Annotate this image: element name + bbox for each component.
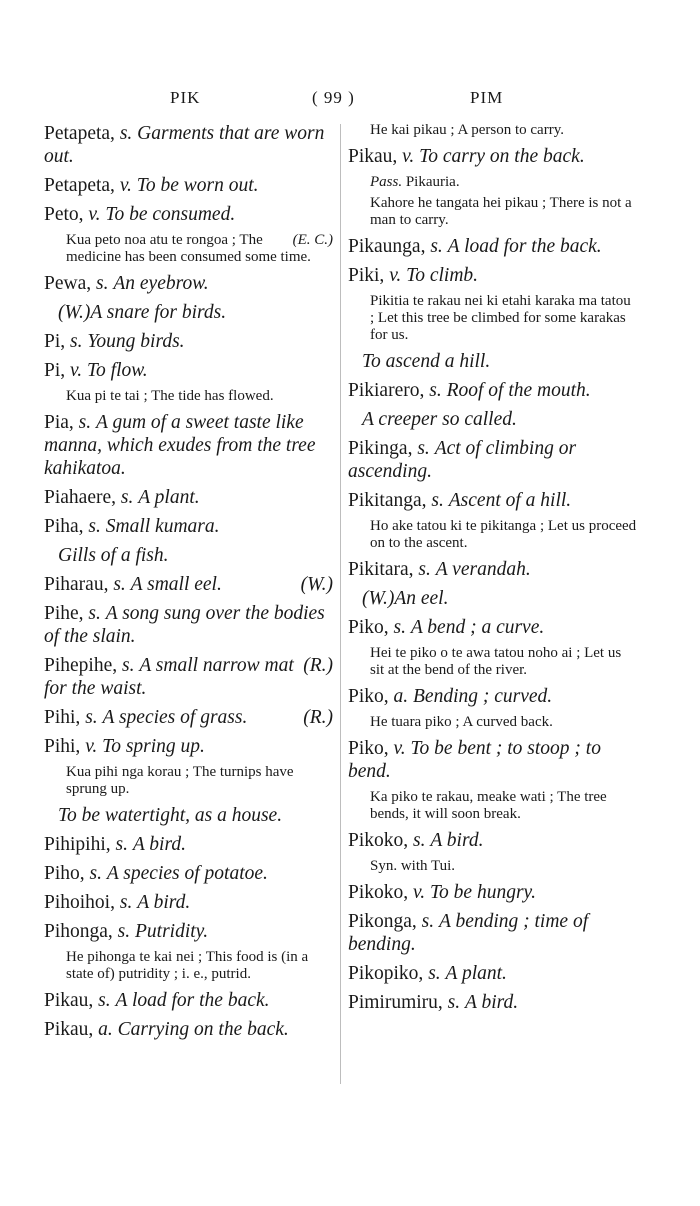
left-column bbox=[44, 122, 333, 1047]
dictionary-entry bbox=[44, 515, 333, 538]
headword: Piahaere, bbox=[44, 487, 117, 508]
definition: To be consumed. bbox=[105, 204, 236, 225]
dictionary-entry bbox=[44, 602, 333, 648]
headword: Piki, bbox=[348, 265, 385, 286]
definition: A bird. bbox=[465, 992, 519, 1013]
sense-text: To ascend a hill. bbox=[362, 351, 491, 372]
headword: Pihoihoi, bbox=[44, 892, 115, 913]
headword: Pimirumiru, bbox=[348, 992, 443, 1013]
example-text: Ka piko te rakau, meake wati ; The tree bends, it will soon break. bbox=[370, 789, 607, 822]
part-of-speech: v. bbox=[85, 736, 98, 757]
part-of-speech: v. bbox=[119, 175, 132, 196]
sense-text: A creeper so called. bbox=[362, 409, 517, 430]
dictionary-entry bbox=[44, 203, 333, 226]
definition: A verandah. bbox=[435, 559, 531, 580]
definition: A species of potatoe. bbox=[106, 863, 268, 884]
dictionary-entry bbox=[348, 685, 637, 708]
dictionary-entry bbox=[348, 235, 637, 258]
headword: Piharau, bbox=[44, 574, 109, 595]
headword: Pikiarero, bbox=[348, 380, 425, 401]
sense-text: An eel. bbox=[394, 588, 449, 609]
part-of-speech: v. bbox=[402, 146, 415, 167]
definition: A load for the back. bbox=[447, 236, 602, 257]
usage-example bbox=[348, 789, 637, 823]
part-of-speech: s. bbox=[122, 655, 135, 676]
part-of-speech: s. bbox=[78, 412, 92, 433]
part-of-speech: v. bbox=[413, 882, 426, 903]
headword: Piha, bbox=[44, 516, 84, 537]
sense-text: Gills of a fish. bbox=[58, 545, 169, 566]
headword: Petapeta, bbox=[44, 175, 115, 196]
example-text: Kahore he tangata hei pikau ; There is not a man to carry. bbox=[370, 195, 632, 228]
sense-text: A snare for birds. bbox=[90, 302, 227, 323]
headword: Pihe, bbox=[44, 603, 84, 624]
dictionary-entry bbox=[44, 891, 333, 914]
right-column bbox=[348, 122, 637, 1020]
dictionary-entry bbox=[348, 616, 637, 639]
headword: Pewa, bbox=[44, 273, 92, 294]
headword: Pikau, bbox=[44, 1019, 94, 1040]
dictionary-entry bbox=[44, 862, 333, 885]
dictionary-entry bbox=[348, 489, 637, 512]
part-of-speech: s. bbox=[117, 921, 131, 942]
note: Syn. with Tui. bbox=[370, 858, 456, 874]
headword: Piko, bbox=[348, 686, 389, 707]
definition: Small kumara. bbox=[105, 516, 220, 537]
headword: Pikau, bbox=[44, 990, 94, 1011]
headword: Peto, bbox=[44, 204, 84, 225]
dictionary-entry bbox=[44, 122, 333, 168]
usage-example bbox=[348, 645, 637, 679]
definition: Young birds. bbox=[87, 331, 185, 352]
dictionary-entry bbox=[348, 829, 637, 852]
usage-example bbox=[44, 764, 333, 798]
example-text: He pihonga te kai nei ; This food is (in a state of) putridity ; i. e., putrid. bbox=[66, 949, 309, 982]
headword: Pihi, bbox=[44, 736, 81, 757]
dictionary-entry bbox=[44, 833, 333, 856]
usage-example bbox=[44, 232, 333, 266]
definition: Carrying on the back. bbox=[117, 1019, 289, 1040]
dictionary-entry bbox=[348, 264, 637, 287]
definition: Garments that are worn out. bbox=[44, 123, 325, 167]
definition: A species of grass. bbox=[102, 707, 248, 728]
definition: A bend ; a curve. bbox=[410, 617, 545, 638]
part-of-speech: s. bbox=[98, 990, 111, 1011]
part-of-speech: s. bbox=[89, 863, 102, 884]
dictionary-entry bbox=[44, 411, 333, 480]
definition: A small eel. bbox=[130, 574, 222, 595]
column-divider bbox=[340, 124, 341, 1084]
dictionary-entry bbox=[44, 330, 333, 353]
headword: Pikaunga, bbox=[348, 236, 426, 257]
definition: A bird. bbox=[137, 892, 191, 913]
part-of-speech: s. bbox=[96, 273, 109, 294]
example-text: Kua peto noa atu te rongoa ; The medicine has been consumed some time. bbox=[66, 232, 311, 265]
part-of-speech: s. bbox=[413, 830, 426, 851]
definition: Act of climbing or ascending. bbox=[348, 438, 577, 482]
part-of-speech: s. bbox=[431, 490, 444, 511]
headword: Pihipihi, bbox=[44, 834, 111, 855]
part-of-speech: s. bbox=[119, 123, 133, 144]
part-of-speech: s. bbox=[421, 911, 435, 932]
definition: To flow. bbox=[86, 360, 148, 381]
part-of-speech: s. bbox=[113, 574, 126, 595]
headword: Pihepihe, bbox=[44, 655, 118, 676]
headword: Pikopiko, bbox=[348, 963, 424, 984]
definition: A load for the back. bbox=[115, 990, 270, 1011]
headword: Pikoko, bbox=[348, 882, 409, 903]
part-of-speech: s. bbox=[115, 834, 128, 855]
additional-sense bbox=[348, 587, 637, 610]
sense-text: To be watertight, as a house. bbox=[58, 805, 283, 826]
part-of-speech: s. bbox=[428, 963, 441, 984]
part-of-speech: s. bbox=[88, 516, 101, 537]
dictionary-entry bbox=[348, 437, 637, 483]
usage-example bbox=[44, 949, 333, 983]
part-of-speech: s. bbox=[417, 438, 430, 459]
dictionary-entry bbox=[44, 654, 333, 700]
additional-sense bbox=[348, 350, 637, 373]
definition: To climb. bbox=[406, 265, 479, 286]
definition: To be bent ; to stoop ; to bend. bbox=[348, 738, 601, 782]
headword: Pihonga, bbox=[44, 921, 113, 942]
dictionary-entry bbox=[44, 486, 333, 509]
headword: Piho, bbox=[44, 863, 85, 884]
dictionary-entry bbox=[44, 272, 333, 295]
example-text: Hei te piko o te awa tatou noho ai ; Let us sit at the bend of the river. bbox=[370, 645, 622, 678]
part-of-speech: s. bbox=[85, 707, 98, 728]
definition: An eyebrow. bbox=[113, 273, 209, 294]
example-text: Ho ake tatou ki te pikitanga ; Let us proceed on to the ascent. bbox=[370, 518, 637, 551]
part-of-speech: s. bbox=[70, 331, 83, 352]
source-abbrev: (R.) bbox=[303, 655, 333, 676]
definition: Bending ; curved. bbox=[413, 686, 553, 707]
headword: Pi, bbox=[44, 331, 66, 352]
definition: To be worn out. bbox=[136, 175, 259, 196]
part-of-speech: v. bbox=[70, 360, 83, 381]
headword: Petapeta, bbox=[44, 123, 115, 144]
dictionary-entry bbox=[44, 920, 333, 943]
headword: Pikoko, bbox=[348, 830, 409, 851]
headword: Pi, bbox=[44, 360, 66, 381]
definition: A small narrow mat for the waist. bbox=[44, 655, 294, 699]
dictionary-entry bbox=[44, 706, 333, 729]
definition: A bird. bbox=[430, 830, 484, 851]
definition: A plant. bbox=[445, 963, 507, 984]
additional-sense bbox=[44, 544, 333, 567]
dictionary-entry bbox=[348, 558, 637, 581]
dictionary-entry bbox=[348, 991, 637, 1014]
headword: Pihi, bbox=[44, 707, 81, 728]
source-abbrev: (E. C.) bbox=[292, 232, 333, 248]
dictionary-entry bbox=[44, 989, 333, 1012]
additional-sense bbox=[44, 301, 333, 324]
example-text: He kai pikau ; A person to carry. bbox=[370, 122, 564, 138]
dictionary-entry bbox=[348, 910, 637, 956]
usage-example bbox=[348, 714, 637, 731]
definition: Roof of the mouth. bbox=[446, 380, 591, 401]
dictionary-entry bbox=[44, 735, 333, 758]
additional-sense bbox=[348, 408, 637, 431]
dictionary-entry bbox=[44, 1018, 333, 1041]
dictionary-entry bbox=[348, 737, 637, 783]
headword: Piko, bbox=[348, 617, 389, 638]
part-of-speech: s. bbox=[119, 892, 133, 913]
headword: Pikonga, bbox=[348, 911, 417, 932]
usage-example bbox=[44, 388, 333, 405]
definition: A plant. bbox=[138, 487, 200, 508]
usage-example bbox=[348, 122, 637, 139]
part-of-speech: s. bbox=[447, 992, 461, 1013]
header-right-guide: PIM bbox=[470, 88, 504, 107]
part-of-speech: s. bbox=[120, 487, 134, 508]
dictionary-entry bbox=[348, 145, 637, 168]
dictionary-entry bbox=[348, 881, 637, 904]
dictionary-entry bbox=[44, 359, 333, 382]
definition: To be hungry. bbox=[429, 882, 536, 903]
dictionary-entry bbox=[44, 174, 333, 197]
headword: Piko, bbox=[348, 738, 389, 759]
headword: Pikinga, bbox=[348, 438, 413, 459]
header-left-guide: PIK bbox=[170, 88, 201, 107]
example-text: Pikitia te rakau nei ki etahi karaka ma tatou ; Let this tree be climbed for some karakas for us. bbox=[370, 293, 631, 343]
part-of-speech: a. bbox=[98, 1019, 113, 1040]
additional-sense bbox=[44, 804, 333, 827]
part-of-speech: s. bbox=[429, 380, 442, 401]
example-text: Kua pi te tai ; The tide has flowed. bbox=[66, 388, 274, 404]
form-text: Pikauria. bbox=[405, 174, 460, 190]
headword: Pikitanga, bbox=[348, 490, 427, 511]
part-of-speech: s. bbox=[393, 617, 406, 638]
page-number: ( 99 ) bbox=[312, 88, 355, 107]
definition: To carry on the back. bbox=[419, 146, 585, 167]
headword: Pia, bbox=[44, 412, 74, 433]
part-of-speech: v. bbox=[88, 204, 101, 225]
usage-example bbox=[348, 518, 637, 552]
part-of-speech: s. bbox=[88, 603, 101, 624]
part-of-speech: s. bbox=[430, 236, 443, 257]
source-abbrev: (R.) bbox=[303, 707, 333, 728]
form-label: Pass. bbox=[370, 174, 403, 190]
example-text: He tuara piko ; A curved back. bbox=[370, 714, 553, 730]
example-text: Kua pihi nga korau ; The turnips have sprung up. bbox=[66, 764, 294, 797]
part-of-speech: s. bbox=[418, 559, 431, 580]
dictionary-entry bbox=[348, 962, 637, 985]
definition: To spring up. bbox=[102, 736, 205, 757]
definition: A bird. bbox=[132, 834, 186, 855]
part-of-speech: v. bbox=[389, 265, 402, 286]
definition: Ascent of a hill. bbox=[448, 490, 572, 511]
source-abbrev: (W.) bbox=[362, 588, 395, 609]
definition: A bending ; time of bending. bbox=[348, 911, 589, 955]
headword: Pikitara, bbox=[348, 559, 414, 580]
dictionary-entry bbox=[44, 573, 333, 596]
part-of-speech: a. bbox=[393, 686, 409, 707]
passive-form bbox=[348, 174, 637, 191]
usage-example bbox=[348, 195, 637, 229]
definition: A song sung over the bodies of the slain. bbox=[44, 603, 325, 647]
definition: A gum of a sweet taste like manna, which exudes from the tree kahikatoa. bbox=[44, 412, 316, 479]
dictionary-entry bbox=[348, 379, 637, 402]
usage-example bbox=[348, 293, 637, 344]
headword: Pikau, bbox=[348, 146, 398, 167]
part-of-speech: v. bbox=[393, 738, 406, 759]
source-abbrev: (W.) bbox=[58, 302, 91, 323]
running-header bbox=[40, 88, 660, 112]
definition: Putridity. bbox=[135, 921, 209, 942]
source-abbrev: (W.) bbox=[300, 574, 333, 595]
